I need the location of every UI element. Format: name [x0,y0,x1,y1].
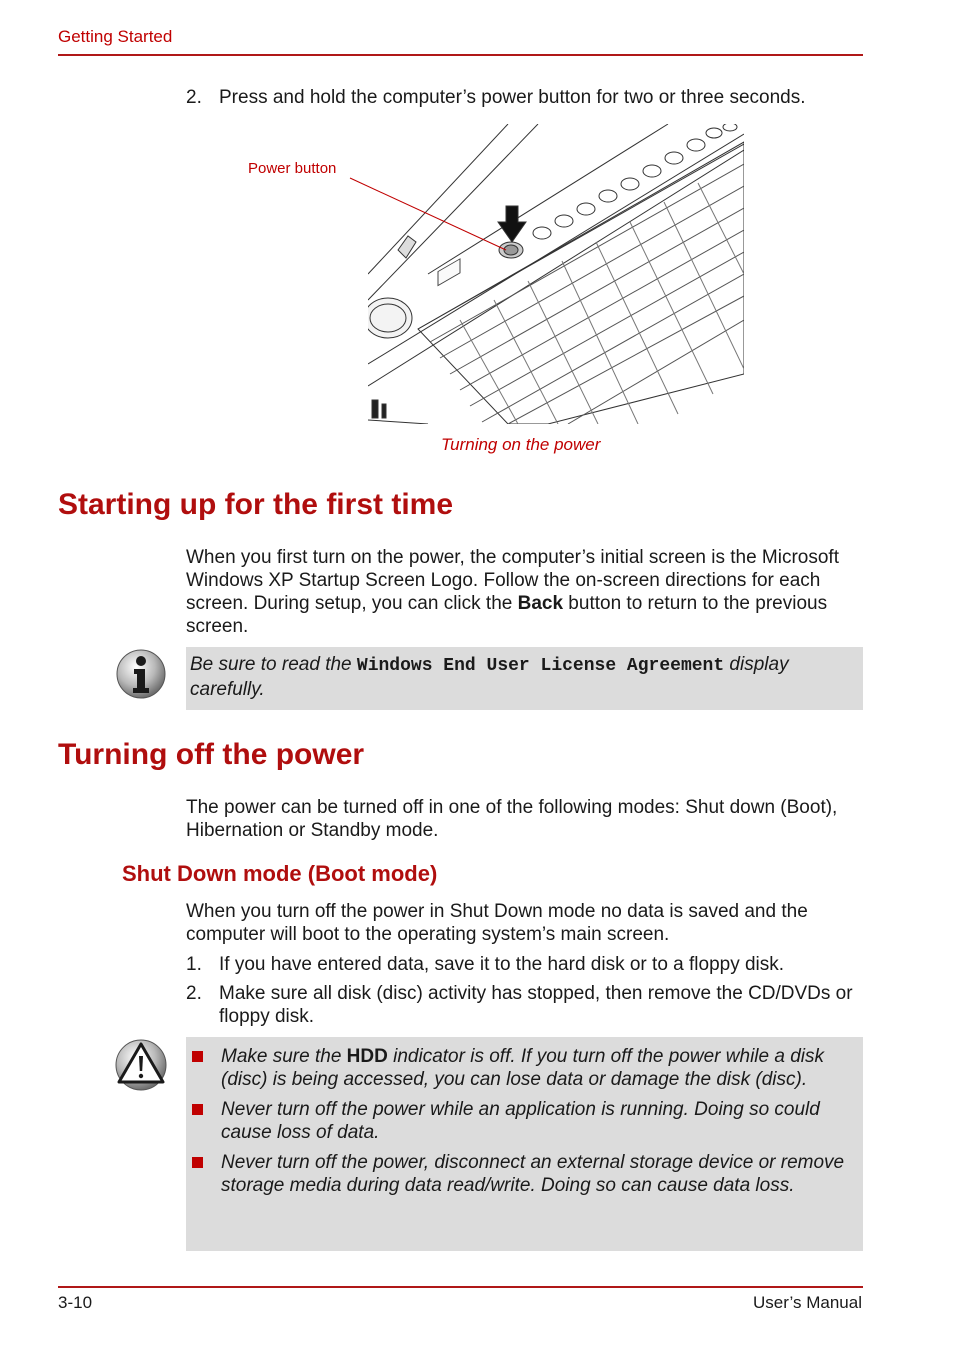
caution-icon [114,1038,168,1097]
callout-leader-line [340,170,520,260]
shutdown-step-2 [186,982,862,1028]
step-text: Press and hold the computer’s power button for two or three seconds. [219,87,806,108]
footer-rule [58,1286,863,1288]
keyboard-drawing [368,124,744,424]
startup-paragraph [186,546,862,638]
step-text: If you have entered data, save it to the hard disk or to a floppy disk. [219,954,785,975]
caution-list [186,1045,858,1197]
running-header: Getting Started [58,27,173,46]
section-title-startup: Starting up for the first time [58,488,454,521]
caution-text: Never turn off the power while an application is running. Doing so could cause loss of data. [221,1099,820,1143]
subsection-title-shutdown: Shut Down mode (Boot mode) [122,861,438,886]
info-icon [115,648,167,705]
page-number: 3-10 [58,1293,93,1312]
bullet-square-icon [192,1104,203,1115]
info-note-text [190,653,860,701]
power-button-callout: Power button [248,160,337,177]
caution-text: indicator is off. If you turn off the power while a disk (disc) is being accessed, you can lose data or damage the disk (disc). [221,1046,824,1090]
manual-title: User’s Manual [753,1293,862,1312]
bullet-square-icon [192,1157,203,1168]
figure-caption: Turning on the power [441,435,601,454]
laptop-keyboard-illustration [368,124,744,424]
step-number: 2. [186,87,202,108]
power-off-paragraph: The power can be turned off in one of the following modes: Shut down (Boot), Hibernation or Standby mode. [186,797,838,841]
caution-text: Make sure the [221,1046,347,1067]
caution-item [186,1045,858,1091]
step-number: 1. [186,954,202,975]
eula-label: Windows End User License Agreement [356,656,725,676]
section-title-power-off: Turning off the power [58,738,365,771]
startup-text-1: When you first turn on the power, the computer’s initial screen is the Microsoft Windows XP Startup Screen Logo. Follow the on-screen directions for each screen. During setup, you can click the [186,547,839,614]
note-text-1: Be sure to read the [190,654,357,675]
shutdown-step-1 [186,953,862,976]
caution-note [186,1037,863,1251]
caution-item [186,1151,858,1197]
step-number: 2. [186,983,202,1004]
bullet-square-icon [192,1051,203,1062]
info-note [186,647,863,710]
shutdown-paragraph: When you turn off the power in Shut Down mode no data is saved and the computer will boot to the operating system’s main screen. [186,901,808,945]
caution-text: Never turn off the power, disconnect an external storage device or remove storage media during data read/write. Doing so can cause data loss. [221,1152,845,1196]
caution-item [186,1098,858,1144]
header-rule [58,54,863,56]
note-text-2: display carefully. [190,654,789,700]
hdd-label: HDD [346,1046,388,1067]
back-button-label: Back [517,593,564,614]
step-text: Make sure all disk (disc) activity has stopped, then remove the CD/DVDs or floppy disk. [219,983,853,1027]
startup-text-2: button to return to the previous screen. [186,593,828,637]
power-step [186,86,866,109]
